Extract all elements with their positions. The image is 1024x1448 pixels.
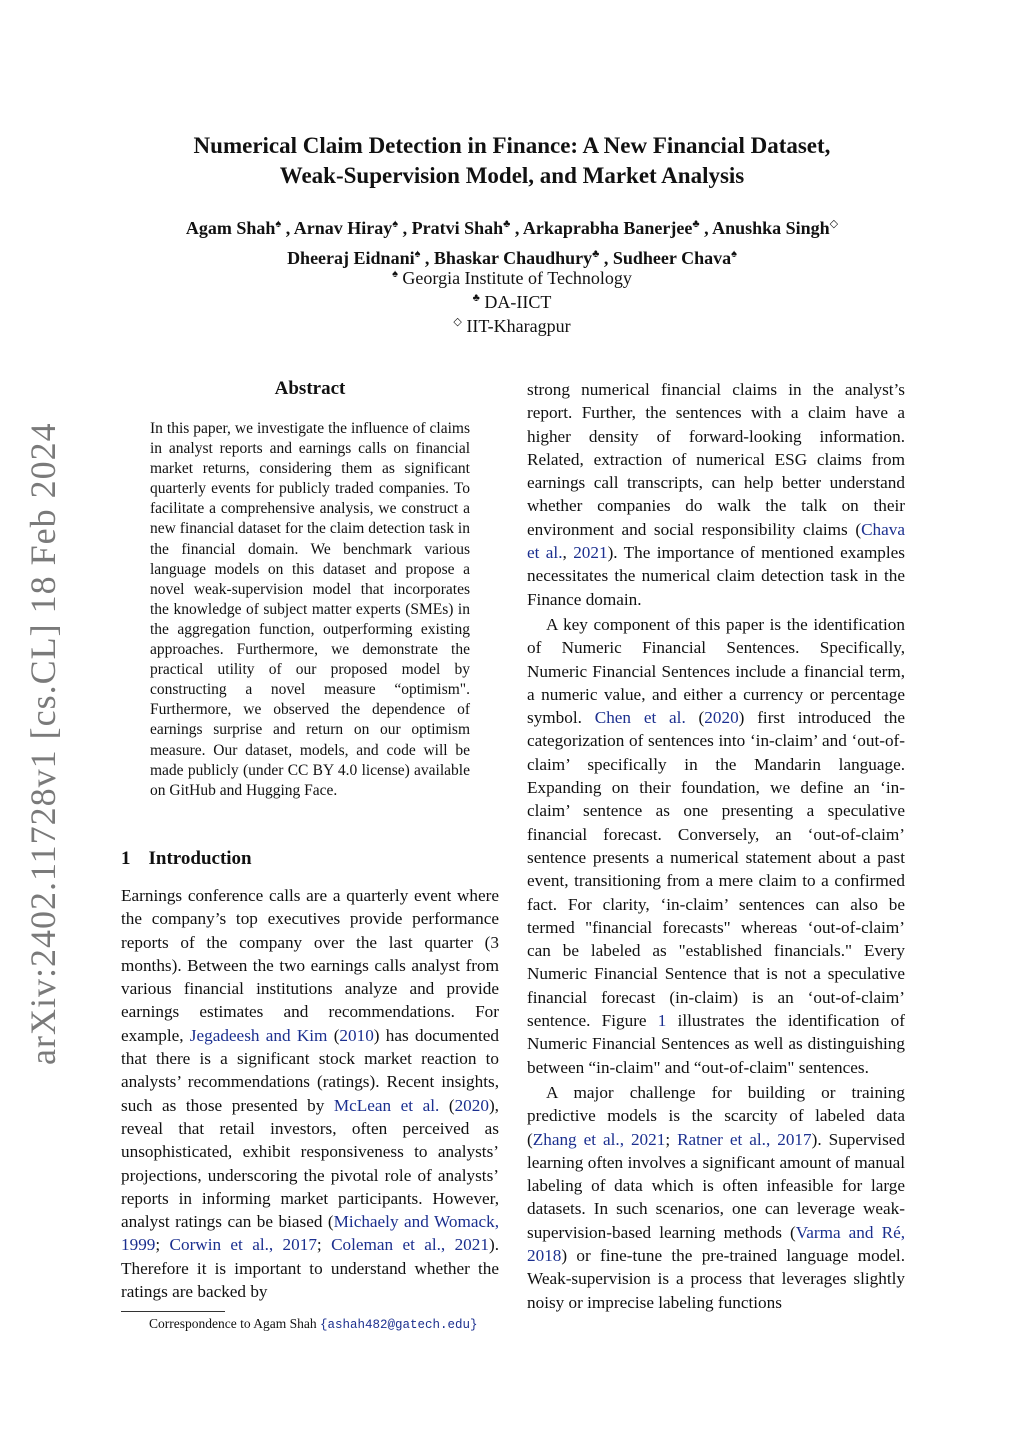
citation-link[interactable]: 2020 [704, 708, 739, 728]
citation-link[interactable]: Varma and Ré, 2018 [527, 1222, 905, 1265]
email-link[interactable]: {ashah482@gatech.edu} [319, 1318, 478, 1332]
citation-link[interactable]: Jegadeesh and Kim [189, 1025, 328, 1045]
affiliation-iit-kharagpur [300, 310, 724, 338]
footnote [121, 1315, 521, 1334]
affiliation-name: Georgia Institute of Technology [402, 268, 632, 288]
affiliation-mark: ♣ [592, 248, 600, 260]
citation-link[interactable]: 2010 [339, 1025, 374, 1045]
author-name: Agam Shah [185, 218, 276, 238]
citation-link[interactable]: Ratner et al., 2017 [677, 1129, 812, 1149]
affiliation-mark: ♠ [731, 248, 737, 260]
section-number: 1 [121, 848, 131, 869]
affiliation-mark: ◇ [829, 218, 839, 230]
citation-link[interactable]: Corwin et al., 2017 [169, 1235, 317, 1255]
author-name: Arnav Hiray [293, 218, 393, 238]
footnote-rule [121, 1311, 225, 1312]
abstract-heading: Abstract [274, 378, 346, 399]
citation-link[interactable]: Zhang et al., 2021 [532, 1129, 666, 1149]
citation-link[interactable]: Chava et al. [527, 519, 905, 563]
author-name: Pratvi Shah [411, 218, 504, 238]
section-title: Introduction [148, 848, 252, 869]
section-heading-introduction [121, 848, 252, 870]
diamond-icon: ◇ [453, 316, 462, 328]
spade-icon: ♠ [392, 268, 398, 280]
figure-reference-link[interactable]: 1 [657, 1011, 667, 1031]
affiliation-name: DA-IICT [484, 292, 552, 312]
author-name: Sudheer Chava [612, 248, 732, 268]
citation-link[interactable]: 2020 [454, 1095, 489, 1115]
title-line-1: Numerical Claim Detection in Finance: A New Financial Dataset, [193, 133, 831, 158]
paragraph: strong numerical financial claims in the analyst’s report. Further, the sentences with a claim have a higher density of forward-looking information. Related, extraction of numerical ESG claims from earnings call transcripts, can help better understand whether companies do walk the talk on their environment and social responsibility claims (Chava et al., 2021). The importance of mentioned examples necessitates the numerical claim detection task in the Finance domain. [527, 380, 905, 609]
affiliation-mark: ♠ [414, 248, 421, 260]
footnote-text: Correspondence to Agam Shah [149, 1316, 320, 1331]
author-name: Bhaskar Chaudhury [433, 248, 593, 268]
citation-link[interactable]: 2021 [573, 543, 608, 563]
citation-link[interactable]: Coleman et al., 2021 [331, 1235, 489, 1255]
affiliation-mark: ♠ [392, 218, 399, 230]
abstract-body: In this paper, we investigate the influence of claims in analyst reports and earnings calls on financial market returns, considering them as significant quarterly events for publicly traded companies. To facilitate a comprehensive analysis, we construct a new financial dataset for the claim detection task in the financial domain. We benchmark various language models on this dataset and propose a novel weak-supervision model that incorporates the knowledge of subject matter experts (SMEs) in the aggregation function, outperforming existing approaches. Furthermore, we demonstrate the practical utility of our proposed model by constructing a novel measure “optimism". Furthermore, we observed the dependence of earnings surprise and return on our optimism measure. Our dataset, models, and code will be made publicly (under CC BY 4.0 license) available on GitHub and Hugging Face. [150, 420, 470, 799]
affiliation-name: IIT-Kharagpur [466, 316, 571, 336]
paragraph: A key component of this paper is the identification of Numeric Financial Sentences. Specifically, Numeric Financial Sentences include a financial term, a numeric value, and either a currency or percentage symbol. Chen et al. (2020) first introduced the categorization of sentences into ‘in-claim’ and ‘out-of-claim’ specifically in the Mandarin language. Expanding on their foundation, we define an ‘in-claim’ sentence as one presenting a speculative financial forecast. Conversely, an ‘out-of-claim’ sentence presents a numerical statement about a past event, transitioning from a mere claim to a confirmed fact. For clarity, ‘in-claim’ sentences can also be termed "financial forecasts" whereas ‘out-of-claim’ can be labeled as "established financials." Every Numeric Financial Sentence that is not a speculative financial forecast (in-claim) is an ‘out-of-claim’ sentence. Figure 1 illustrates the identification of Numeric Financial Sentences as well as distinguishing between “in-claim" and “out-of-claim" sentences. [527, 614, 906, 1077]
author-name: Arkaprabha Banerjee [522, 218, 693, 238]
club-icon: ♣ [472, 292, 480, 304]
introduction-right-column [527, 378, 905, 1314]
title-line-2: Weak-Supervision Model, and Market Analysis [279, 163, 745, 188]
author-name: Dheeraj Eidnani [287, 248, 415, 268]
paragraph: Earnings conference calls are a quarterly event where the company’s top executives provide performance reports of the company over the last quarter (3 months). Between the two earnings calls analyst from various financial institutions analyze and provide earnings estimates and recommendations. For example, Jegadeesh and Kim (2010) has documented that there is a significant stock market reaction to analysts’ recommendations (ratings). Recent insights, such as those presented by McLean et al. (2020), reveal that retail investors, often perceived as unsophisticated, exhibit responsiveness to analysts’ projections, underscoring the pivotal role of analysts’ reports in informing market participants. However, analyst ratings can be biased (Michaely and Womack, 1999; Corwin et al., 2017; Coleman et al., 2021). Therefore it is important to understand whether the ratings are backed by [121, 886, 499, 1302]
arxiv-identifier: arXiv:2402.11728v1 [cs.CL] 18 Feb 2024 [23, 422, 63, 1065]
author-name: Anushka Singh [712, 218, 830, 238]
affiliation-mark: ♣ [503, 218, 511, 230]
introduction-left-column [121, 884, 499, 1303]
citation-link[interactable]: Chen et al. [594, 708, 686, 728]
affiliation-mark: ♣ [692, 218, 700, 230]
citation-link[interactable]: Michaely and Womack, 1999 [121, 1212, 499, 1255]
citation-link[interactable]: McLean et al. [333, 1095, 440, 1115]
paper-title [100, 131, 924, 191]
author-list: Agam Shah♠ , Arnav Hiray♠ , Pratvi Shah♣ , Arkaprabha Banerjee♣ , Anushka Singh◇ Dheeraj Eidnani♠ , Bhaskar Chaudhury♣ , Sudheer Chava♠ [185, 218, 839, 268]
paragraph: A major challenge for building or training predictive models is the scarcity of labeled data (Zhang et al., 2021; Ratner et al., 2017). Supervised learning often involves a significant amount of manual labeling of data which is often infeasible for large datasets. In such scenarios, one can leverage weak-supervision-based learning methods (Varma and Ré, 2018) or fine-tune the pre-trained language model. Weak-supervision is a process that leverages slightly noisy or imprecise labeling functions [527, 1082, 905, 1312]
affiliation-mark: ♠ [275, 218, 282, 230]
